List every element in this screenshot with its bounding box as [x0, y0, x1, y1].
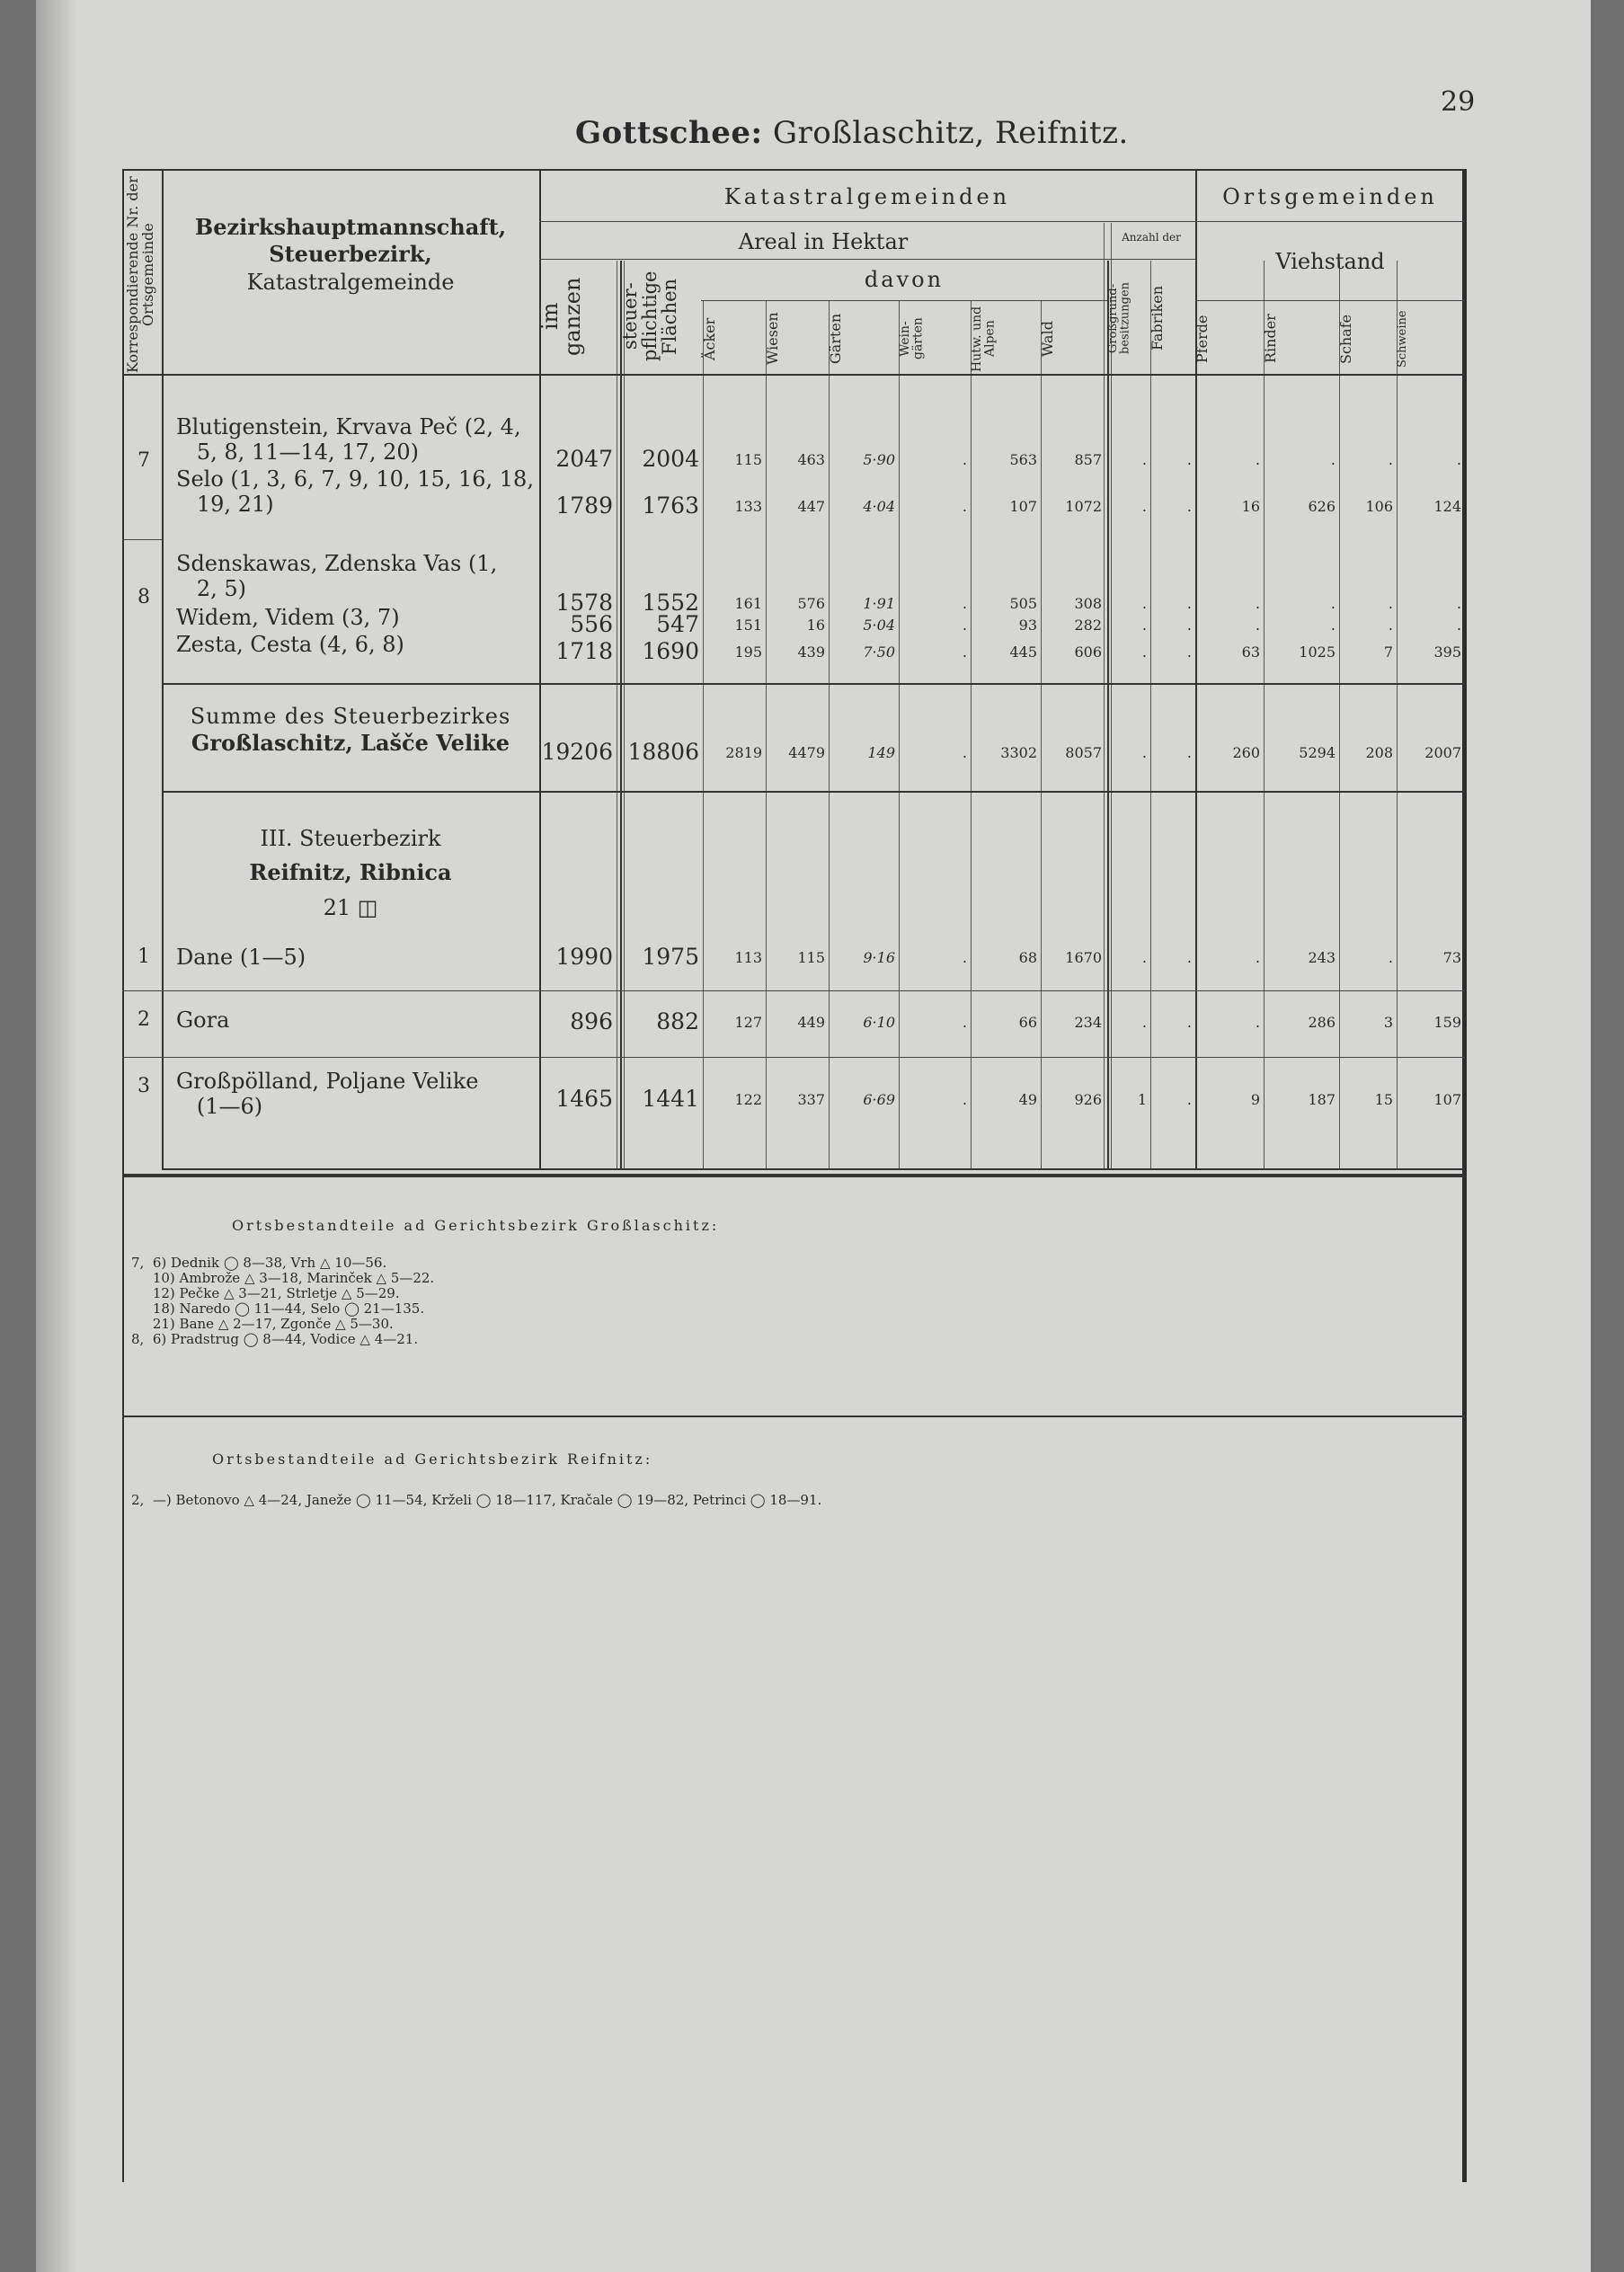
value-cell: 9 [1250, 1091, 1260, 1108]
grid-line [162, 791, 1465, 793]
value-cell: 107 [1433, 1091, 1461, 1108]
value-cell: 234 [1074, 1014, 1102, 1031]
value-cell: 208 [1365, 744, 1393, 761]
value-cell: 19206 [541, 739, 613, 765]
value-cell: 1670 [1065, 949, 1102, 966]
grid-line [122, 374, 1465, 376]
value-cell: . [1330, 451, 1336, 468]
value-cell: . [1388, 595, 1393, 612]
footnote-line: 10) Ambrože △ 3—18, Marinček △ 5—22. [131, 1270, 435, 1286]
grid-line [122, 1416, 1467, 1417]
value-cell: . [1186, 498, 1192, 515]
grid-line [1264, 261, 1265, 1168]
value-cell: 113 [734, 949, 762, 966]
value-cell: 626 [1308, 498, 1336, 515]
col-gaerten: Gärten [827, 313, 844, 365]
value-cell: 463 [797, 451, 825, 468]
grid-line [122, 1057, 162, 1058]
value-cell: . [962, 949, 967, 966]
grid-line [1397, 261, 1398, 1168]
value-cell: 1441 [642, 1086, 699, 1112]
value-cell: . [1186, 1014, 1192, 1031]
grid-line [162, 683, 1465, 685]
section-line-3: 21 ◫ [323, 894, 378, 920]
value-cell: . [1330, 617, 1336, 634]
grid-line [701, 300, 1107, 301]
value-cell: 449 [797, 1014, 825, 1031]
katastralgemeinde-name: Blutigenstein, Krvava Peč (2, 4, 5, 8, 11—14, 17, 20) [176, 414, 521, 465]
value-cell: 505 [1009, 595, 1037, 612]
value-cell: 107 [1009, 498, 1037, 515]
title-bold: Gottschee: [575, 115, 763, 151]
value-cell: . [1186, 744, 1192, 761]
grid-line [1041, 300, 1042, 1168]
district-line-2: Steuerbezirk, [269, 241, 432, 268]
value-cell: 395 [1433, 643, 1461, 661]
value-cell: 857 [1074, 451, 1102, 468]
value-cell: . [1141, 451, 1147, 468]
col-schweine: Schweine [1396, 310, 1409, 368]
value-cell: 115 [734, 451, 762, 468]
footnote-line: 12) Pečke △ 3—21, Strletje △ 5—29. [131, 1285, 400, 1301]
value-cell: 195 [734, 643, 762, 661]
value-cell: 2819 [725, 744, 762, 761]
katastralgemeinde-name: Selo (1, 3, 6, 7, 9, 10, 15, 16, 18, 19, 21) [176, 466, 534, 517]
section-header [162, 827, 539, 919]
col-aecker: Äcker [701, 317, 718, 360]
value-cell: 308 [1074, 595, 1102, 612]
book-spine [36, 0, 77, 2272]
grid-line [1150, 261, 1151, 1168]
value-cell: 337 [797, 1091, 825, 1108]
value-cell: . [1255, 451, 1260, 468]
value-cell: . [1186, 617, 1192, 634]
value-cell: . [962, 744, 967, 761]
value-cell: . [1141, 617, 1147, 634]
col-weingaerten: Wein- gärten [898, 317, 926, 360]
grid-line [829, 300, 830, 1168]
value-cell: . [962, 498, 967, 515]
footnote-line: 21) Bane △ 2—17, Zgonče △ 5—30. [131, 1316, 394, 1332]
title-rest: Großlaschitz, Reifnitz. [772, 115, 1129, 151]
section-line-2: Reifnitz, Ribnica [249, 859, 452, 886]
footnote-heading-2: Ortsbestandteile ad Gerichtsbezirk Reifnitz: [212, 1451, 653, 1468]
value-cell: 7 [1383, 643, 1393, 661]
value-cell: 896 [570, 1008, 613, 1034]
grid-line [539, 259, 1195, 260]
col-wiesen: Wiesen [764, 312, 781, 366]
value-cell: 1 [1137, 1091, 1147, 1108]
footnote-line: 8, 6) Pradstrug ◯ 8—44, Vodice △ 4—21. [131, 1331, 419, 1347]
page-title [575, 115, 1129, 151]
value-cell: 286 [1308, 1014, 1336, 1031]
col-fabriken: Fabriken [1149, 285, 1166, 351]
value-cell: 4479 [788, 744, 825, 761]
value-cell: 282 [1074, 617, 1102, 634]
value-cell: . [962, 451, 967, 468]
summe-line-2: Großlaschitz, Lašče Velike [191, 730, 510, 757]
value-cell: 1789 [555, 493, 613, 519]
value-cell: 187 [1308, 1091, 1336, 1108]
grid-line [122, 539, 162, 540]
value-cell: 149 [867, 744, 895, 761]
katastralgemeinde-name: Großpölland, Poljane Velike (1—6) [176, 1069, 479, 1119]
grid-line [1107, 261, 1109, 1168]
value-cell: . [1141, 595, 1147, 612]
grid-line [899, 300, 900, 1168]
value-cell: 73 [1442, 949, 1461, 966]
value-cell: 5·04 [863, 617, 895, 634]
katastralgemeinde-name: Zesta, Cesta (4, 6, 8) [176, 632, 404, 657]
row-number: 7 [138, 449, 150, 472]
value-cell: . [1186, 1091, 1192, 1108]
value-cell: 1·91 [863, 595, 895, 612]
page-number: 29 [1441, 86, 1476, 118]
value-cell: 1072 [1065, 498, 1102, 515]
value-cell: 18806 [627, 739, 699, 765]
value-cell: 1763 [642, 493, 699, 519]
grid-line [539, 221, 1465, 222]
value-cell: 1578 [555, 590, 613, 616]
value-cell: 447 [797, 498, 825, 515]
value-cell: 1975 [642, 944, 699, 970]
value-cell: . [1186, 451, 1192, 468]
grid-line [162, 990, 1465, 991]
value-cell: . [1141, 643, 1147, 661]
value-cell: 926 [1074, 1091, 1102, 1108]
value-cell: 6·10 [863, 1014, 895, 1031]
col-rinder: Rinder [1262, 314, 1279, 364]
value-cell: . [962, 643, 967, 661]
grid-line [1339, 261, 1340, 1168]
value-cell: 606 [1074, 643, 1102, 661]
value-cell: 563 [1009, 451, 1037, 468]
anzahl-header: Anzahl der [1122, 231, 1181, 244]
davon-header: davon [864, 267, 945, 292]
value-cell: . [1186, 643, 1192, 661]
district-line-3: Katastralgemeinde [246, 269, 455, 295]
value-cell: 1990 [555, 944, 613, 970]
col-hutweiden: Hutw. und Alpen [970, 306, 998, 372]
value-cell: . [1388, 451, 1393, 468]
col-grossgrund: Großgrund- besitzungen [1106, 281, 1132, 355]
areal-header: Areal in Hektar [738, 229, 909, 254]
grid-line [162, 1057, 1465, 1058]
value-cell: 5294 [1299, 744, 1336, 761]
row-number: 3 [138, 1075, 150, 1097]
grid-line [971, 300, 972, 1168]
value-cell: 1025 [1299, 643, 1336, 661]
value-cell: 2007 [1424, 744, 1461, 761]
col-pferde: Pferde [1194, 315, 1211, 363]
value-cell: 151 [734, 617, 762, 634]
grid-line [1195, 300, 1465, 301]
value-cell: 66 [1018, 1014, 1037, 1031]
row-number: 1 [138, 945, 150, 968]
col-im-ganzen: im ganzen [537, 277, 586, 356]
value-cell: 3 [1383, 1014, 1393, 1031]
value-cell: 15 [1374, 1091, 1393, 1108]
value-cell: 1552 [642, 590, 699, 616]
footnote-line: 18) Naredo ◯ 11—44, Selo ◯ 21—135. [131, 1300, 425, 1317]
katastralgemeinde-name: Gora [176, 1007, 230, 1033]
district-line-1: Bezirkshauptmannschaft, [194, 214, 507, 240]
katastralgemeinde-name: Widem, Videm (3, 7) [176, 605, 400, 630]
value-cell: . [1255, 1014, 1260, 1031]
value-cell: 3302 [1000, 744, 1037, 761]
value-cell: 1465 [555, 1086, 613, 1112]
value-cell: . [1456, 451, 1461, 468]
value-cell: . [962, 595, 967, 612]
value-cell: . [1388, 617, 1393, 634]
value-cell: 1690 [642, 638, 699, 664]
value-cell: 2047 [555, 446, 613, 472]
value-cell: 9·16 [863, 949, 895, 966]
value-cell: 882 [656, 1008, 699, 1034]
value-cell: 16 [1241, 498, 1260, 515]
grid-line [162, 1168, 1465, 1170]
value-cell: . [1456, 617, 1461, 634]
value-cell: 127 [734, 1014, 762, 1031]
value-cell: 124 [1433, 498, 1461, 515]
col-district-header [162, 216, 539, 294]
value-cell: . [962, 617, 967, 634]
value-cell: 133 [734, 498, 762, 515]
value-cell: 6·69 [863, 1091, 895, 1108]
value-cell: 7·50 [863, 643, 895, 661]
katastralgemeinde-name: Sdenskawas, Zdenska Vas (1, 2, 5) [176, 551, 498, 601]
value-cell: . [1186, 595, 1192, 612]
viehstand-header: Viehstand [1275, 249, 1385, 274]
value-cell: 8057 [1065, 744, 1102, 761]
value-cell: 93 [1018, 617, 1037, 634]
value-cell: . [1388, 949, 1393, 966]
value-cell: . [1141, 949, 1147, 966]
value-cell: . [1255, 617, 1260, 634]
value-cell: 243 [1308, 949, 1336, 966]
grid-line [766, 300, 767, 1168]
value-cell: . [1255, 949, 1260, 966]
footnote-line: 2, —) Betonovo △ 4—24, Janeže ◯ 11—54, Krželi ◯ 18—117, Kračale ◯ 19—82, Petrinci ◯ 18—91. [131, 1492, 822, 1508]
value-cell: 49 [1018, 1091, 1037, 1108]
row-number: 8 [138, 586, 150, 608]
value-cell: 1718 [555, 638, 613, 664]
summe-line-1: Summe des Steuerbezirkes [190, 704, 511, 729]
grid-line [703, 300, 704, 1168]
value-cell: 5·90 [863, 451, 895, 468]
row-number: 2 [138, 1008, 150, 1031]
katastralgemeinde-name: Dane (1—5) [176, 945, 306, 970]
grid-line [122, 990, 162, 991]
value-cell: 2004 [642, 446, 699, 472]
value-cell: 556 [570, 611, 613, 637]
grid-line [122, 1176, 1467, 1177]
value-cell: . [1141, 498, 1147, 515]
value-cell: 63 [1241, 643, 1260, 661]
value-cell: 106 [1365, 498, 1393, 515]
col-steuer: steuer- pflichtige Flächen [619, 271, 681, 362]
value-cell: . [962, 1091, 967, 1108]
value-cell: . [1255, 595, 1260, 612]
value-cell: . [1330, 595, 1336, 612]
value-cell: 4·04 [863, 498, 895, 515]
col-nr-header: Korrespondierende Nr. der Ortsgemeinde [124, 176, 156, 374]
value-cell: . [1141, 1014, 1147, 1031]
value-cell: 576 [797, 595, 825, 612]
value-cell: 445 [1009, 643, 1037, 661]
value-cell: 115 [797, 949, 825, 966]
grid-line [162, 171, 164, 1168]
section-line-1: III. Steuerbezirk [260, 826, 441, 851]
col-wald: Wald [1039, 321, 1056, 357]
col-schafe: Schafe [1337, 314, 1354, 364]
value-cell: 16 [806, 617, 825, 634]
value-cell: 260 [1232, 744, 1260, 761]
value-cell: 122 [734, 1091, 762, 1108]
orts-header: Ortsgemeinden [1222, 184, 1438, 209]
value-cell: 547 [656, 611, 699, 637]
katastral-header: Katastralgemeinden [723, 184, 1011, 209]
value-cell: . [1456, 595, 1461, 612]
footnote-line: 7, 6) Dednik ◯ 8—38, Vrh △ 10—56. [131, 1255, 387, 1271]
value-cell: . [1141, 744, 1147, 761]
value-cell: . [962, 1014, 967, 1031]
value-cell: 159 [1433, 1014, 1461, 1031]
value-cell: 161 [734, 595, 762, 612]
footnote-heading-1: Ortsbestandteile ad Gerichtsbezirk Großlaschitz: [232, 1217, 720, 1234]
value-cell: 439 [797, 643, 825, 661]
value-cell: . [1186, 949, 1192, 966]
value-cell: 68 [1018, 949, 1037, 966]
summe-label [162, 705, 539, 756]
